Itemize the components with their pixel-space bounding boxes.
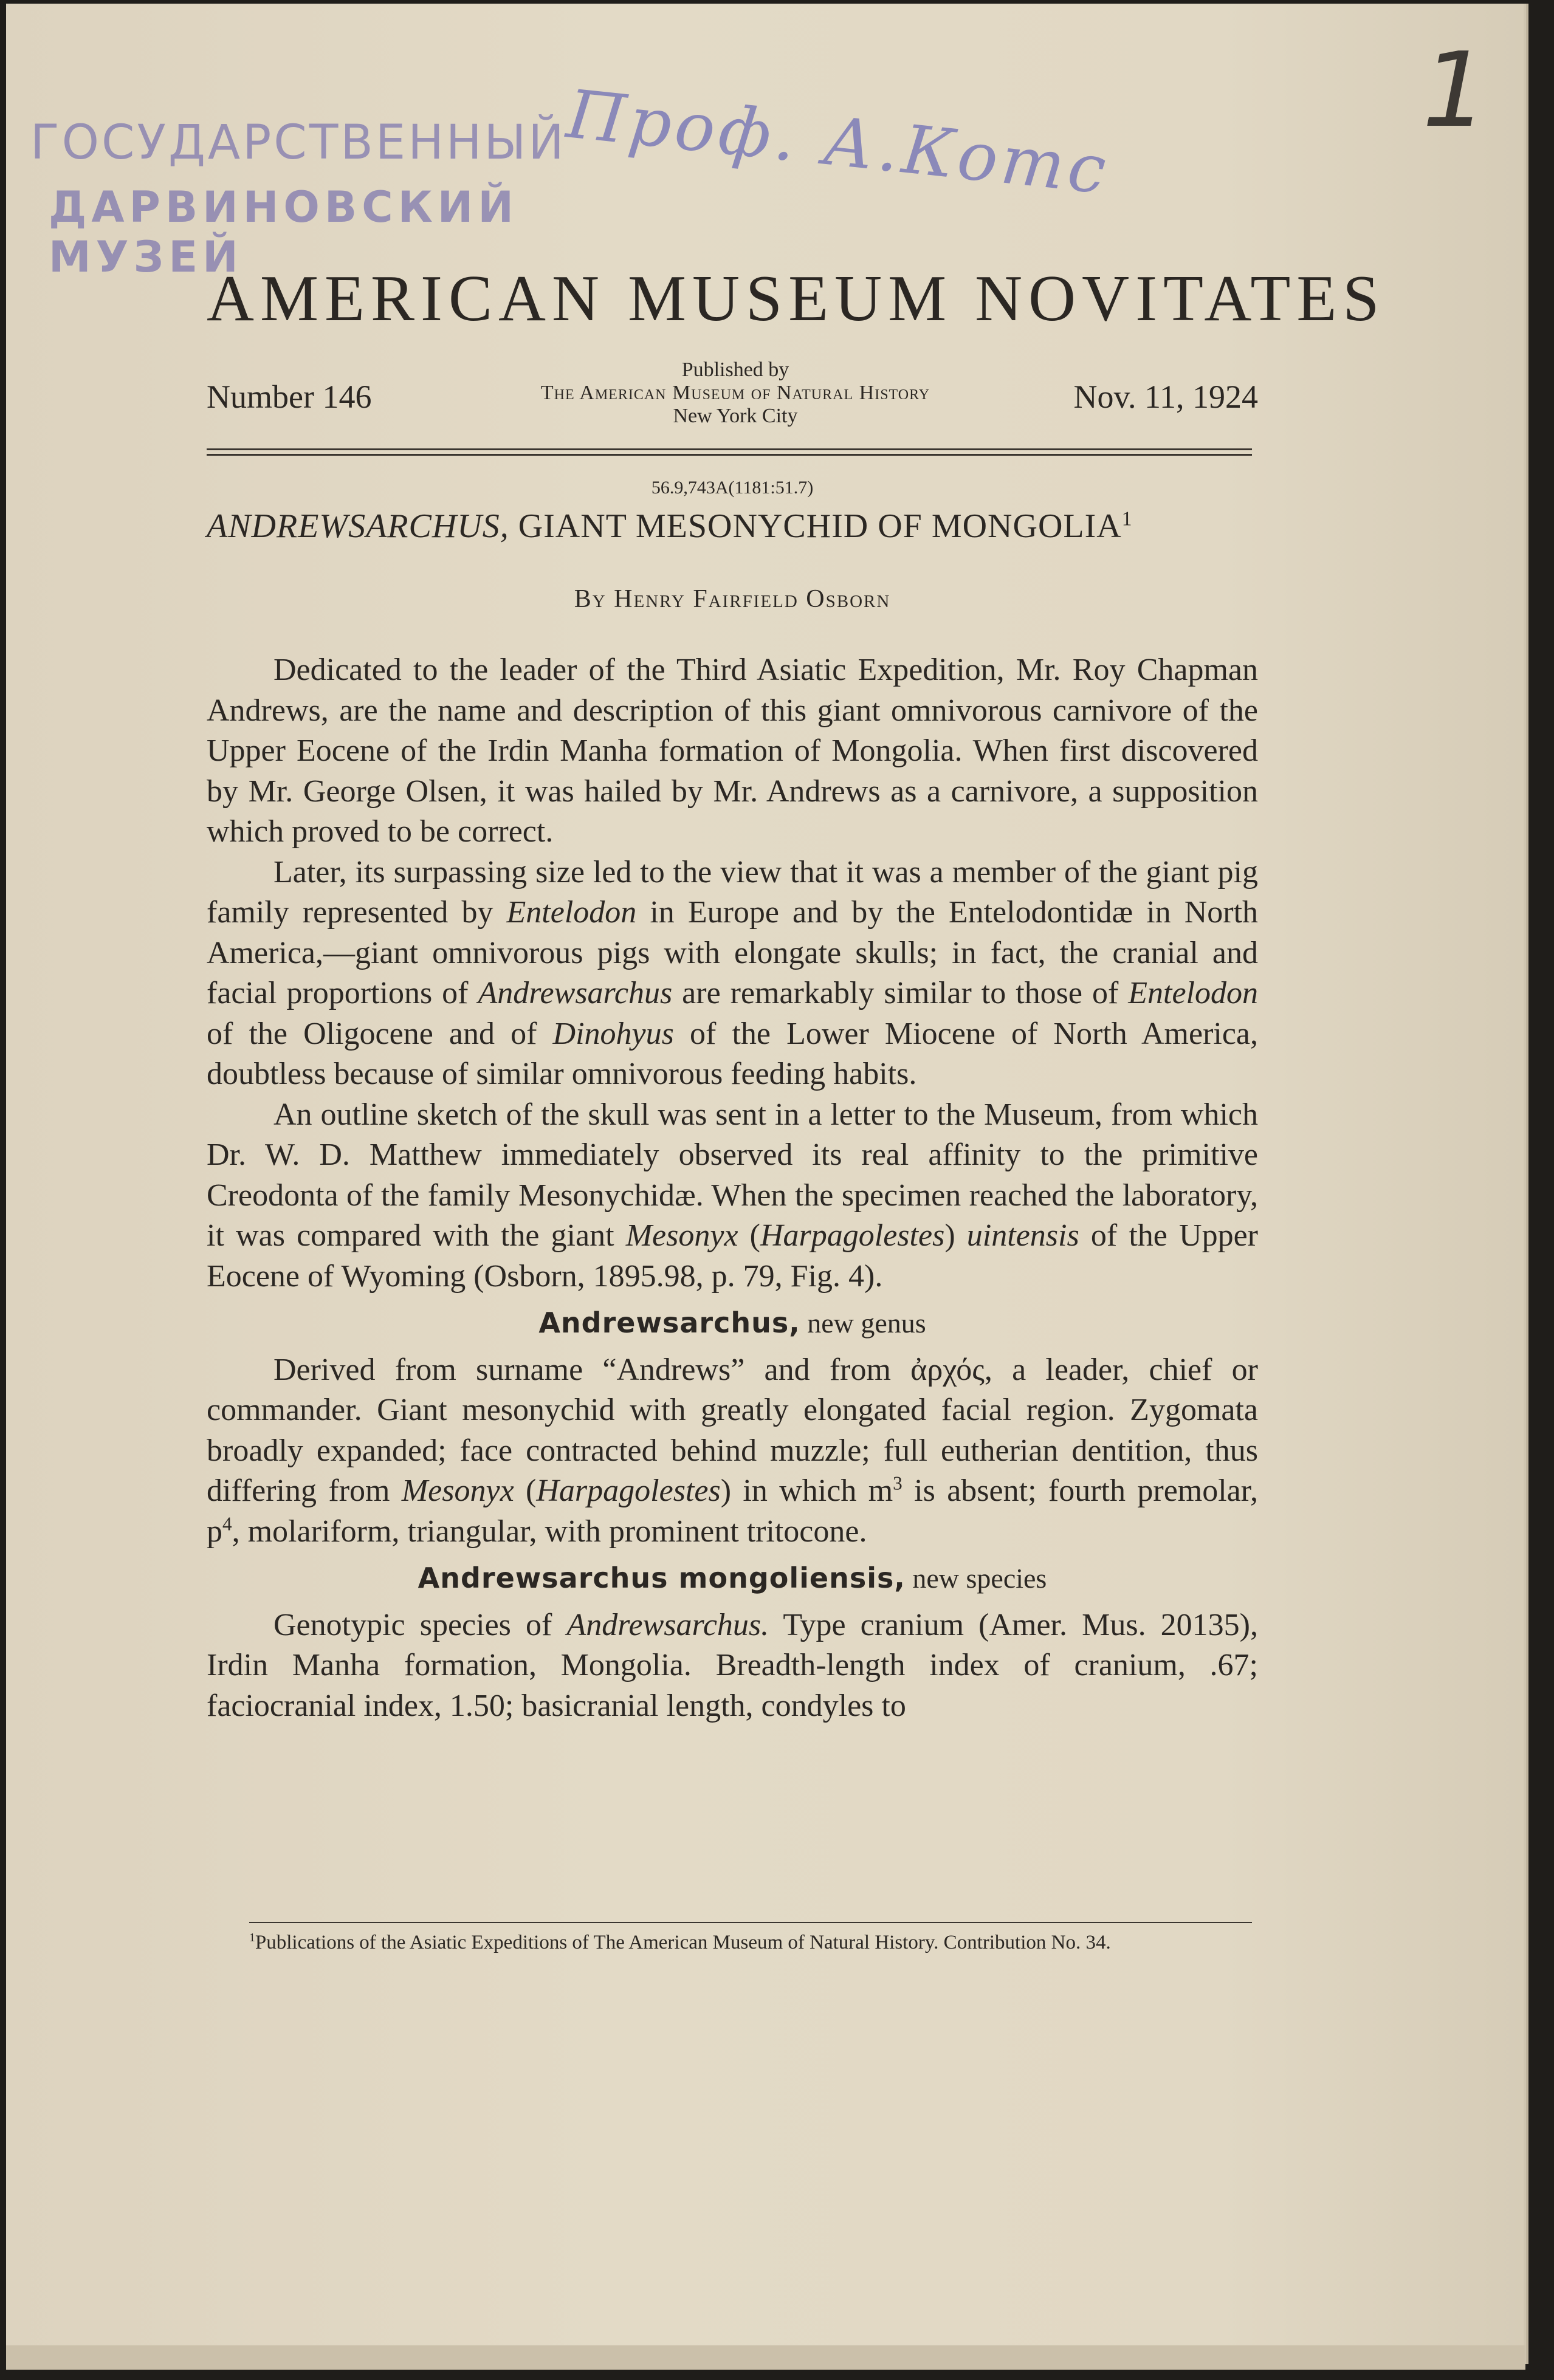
italic-run: Andrewsarchus. (566, 1607, 769, 1642)
footnote-rule (249, 1922, 1252, 1923)
italic-run: Entelodon (1128, 976, 1258, 1010)
text-run: Genotypic species of (273, 1607, 567, 1642)
handwritten-page-mark: 1 (1422, 30, 1488, 151)
text-run: , molariform, triangular, with prominent tritocone. (232, 1514, 867, 1549)
heading-rest: new species (905, 1563, 1047, 1594)
superscript: 3 (893, 1472, 902, 1494)
title-rest: GIANT MESONYCHID OF MONGOLIA (518, 507, 1122, 545)
paragraph-2 (207, 852, 1258, 1095)
text-run: Derived from surname “Andrews” and from ἀρχός, a leader, chief or commander. Giant mesonychid with greatly elongated facial region. Zygomata broadly expanded; face contracted behind muzzle; full eutherian dentition, thus differing from (207, 1352, 1258, 1508)
paragraph-5 (207, 1605, 1258, 1727)
stamp-line-2: ДАРВИНОВСКИЙ МУЗЕЙ (49, 182, 518, 282)
text-run: ( (514, 1473, 537, 1508)
text-run: ( (738, 1218, 760, 1253)
author-byline: By Henry Fairfield Osborn (574, 585, 891, 613)
superscript: 4 (222, 1513, 232, 1535)
text-run: of the Lower Miocene of North America, doubtless because of similar omnivorous feeding habits. (207, 1016, 1258, 1091)
publisher-name: The American Museum of Natural History (540, 382, 930, 404)
text-run: in Europe and by the Entelodontidæ in North America,—giant omnivorous pigs with elongate skulls; in fact, the cranial and facial proportions of (207, 895, 1259, 1010)
section-heading-genus (207, 1303, 1258, 1344)
text-run: of the Oligocene and of (207, 1016, 553, 1051)
text-run: is absent; fourth premolar, p (207, 1473, 1258, 1549)
italic-run: Mesonyx (401, 1473, 514, 1508)
text-run: of the Upper Eocene of Wyoming (Osborn, 1895.98, p. 79, Fig. 4). (207, 1218, 1258, 1294)
museum-stamp (24, 109, 566, 282)
journal-masthead: AMERICAN MUSEUM NOVITATES (207, 262, 1386, 335)
footnote-text: Publications of the Asiatic Expeditions of The American Museum of Natural History. Contribution No. 34. (255, 1932, 1111, 1953)
stamp-line-1: ГОСУДАРСТВЕННЫЙ (30, 115, 566, 170)
handwritten-note: Проф. А.Котс (563, 75, 1113, 210)
italic-run: Dinohyus (552, 1016, 674, 1051)
italic-run: Mesonyx (625, 1218, 738, 1253)
italic-run: Harpagolestes (536, 1473, 721, 1508)
heading-bold: Andrewsarchus, (538, 1306, 800, 1339)
text-run: ) (944, 1218, 967, 1253)
heading-rest: new genus (800, 1308, 926, 1339)
paragraph-3 (207, 1095, 1258, 1297)
page-edge (6, 2345, 1525, 2370)
published-by-label: Published by (681, 358, 789, 381)
italic-run: Entelodon (506, 895, 637, 930)
publisher-city: New York City (673, 405, 798, 427)
text-run: are remarkably similar to those of (672, 976, 1129, 1010)
text-run: An outline sketch of the skull was sent in a letter to the Museum, from which Dr. W. D. Matthew immediately observed its real affinity to the primitive Creodonta of the family Mesonychidæ. When the specimen reached the laboratory, it was compared with the giant (207, 1097, 1258, 1253)
paragraph-4 (207, 1350, 1258, 1552)
text-run: Later, its surpassing size led to the view that it was a member of the giant pig family represented by (207, 854, 1258, 930)
footnote-mark: 1 (249, 1931, 255, 1944)
header-rule-bottom (207, 454, 1252, 456)
text-run: Type cranium (Amer. Mus. 20135), Irdin Manha formation, Mongolia. Breadth-length index of cranium, .67; faciocranial index, 1.50; basicranial length, condyles to (207, 1607, 1258, 1723)
issue-date: Nov. 11, 1924 (1073, 379, 1258, 415)
paragraph-1: Dedicated to the leader of the Third Asiatic Expedition, Mr. Roy Chapman Andrews, are the name and description of this giant omnivorous carnivore of the Upper Eocene of the Irdin Manha formation of Mongolia. When first discovered by Mr. George Olsen, it was hailed by Mr. Andrews as a carnivore, a supposition which proved to be correct. (207, 653, 1258, 849)
section-heading-species (207, 1558, 1258, 1599)
issue-number: Number 146 (207, 379, 372, 415)
publisher-block (462, 358, 1009, 428)
italic-run: Andrewsarchus (478, 976, 673, 1010)
italic-run: Harpagolestes (760, 1218, 945, 1253)
classification-code: 56.9,743A(1181:51.7) (651, 478, 814, 498)
header-rule-top (207, 448, 1252, 450)
title-genus: ANDREWSARCHUS, (207, 507, 509, 545)
issue-meta (207, 358, 1258, 431)
heading-bold: Andrewsarchus mongoliensis, (418, 1562, 906, 1594)
footnote (207, 1931, 1258, 1954)
italic-run: uintensis (966, 1218, 1079, 1253)
article-title (207, 507, 1258, 546)
title-footnote-mark: 1 (1121, 507, 1133, 530)
text-run: ) in which m (720, 1473, 893, 1508)
article-body (207, 650, 1258, 1726)
